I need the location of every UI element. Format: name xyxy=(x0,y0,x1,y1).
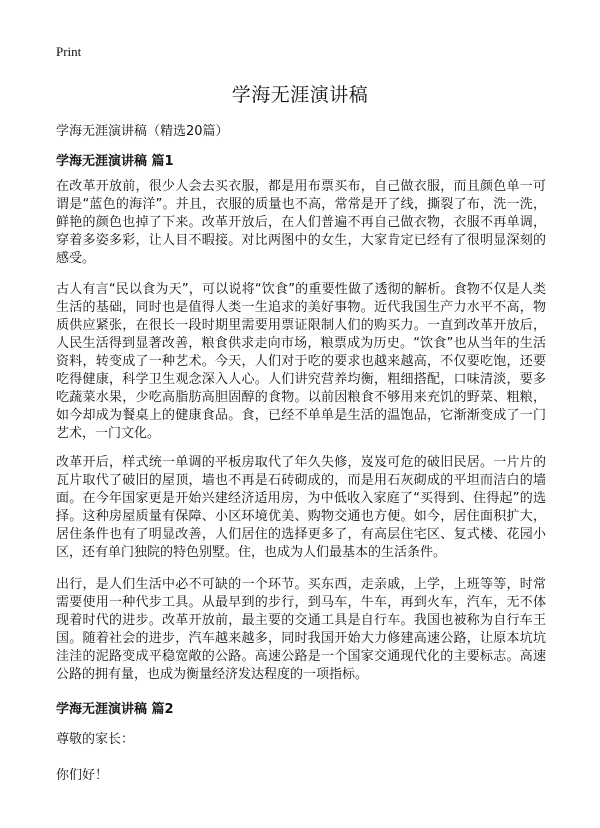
paragraph: 在改革开放前，很少人会去买衣服，都是用布票买布，自己做衣服，而且颜色单一可谓是“蓝色的海洋”。并且，衣服的质量也不高，常常是开了线，撕裂了布，洗一洗，鲜艳的颜色也掉了下来。改革开放后，在人们普遍不再自己做衣物，衣服不再单调，穿着多姿多彩，让人目不暇接。对比两图中的女生，大家肯定已经有了很明显深刻的感受。 xyxy=(56,179,546,266)
document-subtitle: 学海无涯演讲稿（精选20篇） xyxy=(56,124,229,139)
greeting: 你们好！ xyxy=(56,768,109,783)
salutation: 尊敬的家长： xyxy=(56,732,135,747)
page-title: 学海无涯演讲稿 xyxy=(231,84,369,106)
paragraph: 古人有言“民以食为天”，可以说将“饮食”的重要性做了透彻的解析。食物不仅是人类生活的基础，同时也是值得人类一生追求的美好事物。近代我国生产力水平不高，物质供应紧张，在很长一段时期里需要用票证限制人们的购买力。一直到改革开放后，人民生活得到显著改善，粮食供求走向市场，粮票成为历史。“饮食”也从当年的生活资料，转变成了一种艺术。今天，人们对于吃的要求也越来越高，不仅要吃饱，还要吃得健康，科学卫生观念深入人心。人们讲究营养均衡，粗细搭配，口味清淡，要多吃蔬菜水果，少吃高脂肪高胆固醇的食物。以前因粮食不够用来充饥的野菜、粗粮，如今却成为餐桌上的健康食品。食，已经不单单是生活的温饱品，它渐渐变成了一门艺术，一门文化。 xyxy=(56,282,546,441)
section-heading: 学海无涯演讲稿 篇2 xyxy=(56,702,174,717)
print-link[interactable]: Print xyxy=(56,44,82,59)
section-heading: 学海无涯演讲稿 篇1 xyxy=(56,154,174,169)
paragraph: 改革开后，样式统一单调的平板房取代了年久失修，岌岌可危的破旧民居。一片片的瓦片取代了破旧的屋顶，墙也不再是石砖砌成的，而是用石灰砌成的平坦而洁白的墙面。在今年国家更是开始兴建经济适用房，为中低收入家庭了“买得到、住得起”的选择。这种房屋质量有保障、小区环境优美、购物交通也方便。如今，居住面积扩大，居住条件也有了明显改善，人们居住的选择更多了，有高层住宅区、复式楼、花园小区，还有单门独院的特色别墅。住，也成为人们最基本的生活条件。 xyxy=(56,455,546,560)
paragraph: 出行，是人们生活中必不可缺的一个环节。买东西，走亲戚，上学，上班等等，时常需要使用一种代步工具。从最早到的步行，到马车，牛车，再到火车，汽车，无不体现着时代的进步。改革开放前，最主要的交通工具是自行车。我国也被称为自行车王国。随着社会的进步，汽车越来越多，同时我国开始大力修建高速公路，让原本坑坑洼洼的泥路变成平稳宽敞的公路。高速公路是一个国家交通现代化的主要标志。高速公路的拥有量，也成为衡量经济发达程度的一项指标。 xyxy=(56,577,546,682)
